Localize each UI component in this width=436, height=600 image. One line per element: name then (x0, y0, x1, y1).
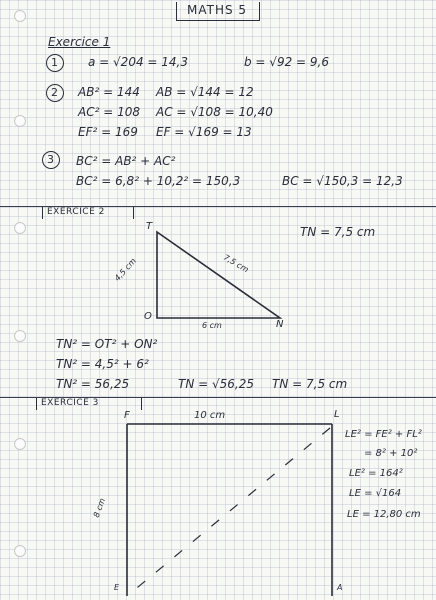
triangle-vertex-t: T (146, 221, 153, 232)
question2-marker: 2 (46, 84, 64, 102)
question1-marker: 1 (46, 54, 64, 72)
rect-vertex-l: L (334, 409, 340, 420)
rect-vertex-e: E (114, 583, 120, 592)
q2-line-ef-square: EF² = 169 (78, 125, 138, 139)
q1-answer-a: a = √204 = 14,3 (88, 55, 188, 69)
rect-vertex-a: A (337, 583, 343, 592)
rect-side-fl-label: 10 cm (194, 410, 226, 421)
exercice2-title: EXERCICE 2 (47, 207, 105, 217)
exercice3-line2: = 8² + 10² (364, 448, 418, 459)
rect-side-fe-label: 8 cm (91, 496, 108, 519)
exercice3-line1: LE² = FE² + FL² (345, 429, 422, 440)
exercice2-line3: TN² = 56,25 (56, 377, 130, 391)
rect-diagonal-le (132, 428, 330, 592)
q2-line-ab-square: AB² = 144 (78, 85, 140, 99)
exercice2-line3-result: TN = 7,5 cm (272, 377, 348, 391)
q2-line-ab-root: AB = √144 = 12 (156, 85, 254, 99)
exercice3-line4: LE = √164 (349, 488, 402, 499)
exercice1-title: Exercice 1 (48, 35, 111, 49)
exercice2-line2: TN² = 4,5² + 6² (56, 357, 149, 371)
question3-marker: 3 (42, 151, 60, 169)
exercice2-answer-right: TN = 7,5 cm (300, 225, 376, 239)
triangle-vertex-n: N (276, 319, 284, 330)
q2-line-ac-square: AC² = 108 (78, 105, 140, 119)
triangle-vertex-o: O (144, 311, 152, 322)
q3-line1: BC² = AB² + AC² (76, 154, 176, 168)
triangle-side-tn-label: 7,5 cm (221, 252, 251, 275)
rect-vertex-f: F (124, 410, 130, 421)
q3-result: BC = √150,3 = 12,3 (282, 174, 403, 188)
exercice3-line3: LE² = 164² (349, 468, 403, 479)
q1-answer-b: b = √92 = 9,6 (244, 55, 329, 69)
triangle-side-to-label: 4,5 cm (112, 256, 138, 283)
q2-line-ef-root: EF = √169 = 13 (156, 125, 252, 139)
q2-line-ac-root: AC = √108 = 10,40 (156, 105, 273, 119)
triangle-side-on-label: 6 cm (202, 321, 222, 330)
exercice3-line5: LE = 12,80 cm (347, 509, 421, 520)
exercice2-line3-root: TN = √56,25 (178, 377, 254, 391)
exercice3-title: EXERCICE 3 (41, 398, 99, 408)
q3-line2: BC² = 6,8² + 10,2² = 150,3 (76, 174, 241, 188)
page-title: MATHS 5 (187, 3, 248, 17)
exercice2-line1: TN² = OT² + ON² (56, 337, 158, 351)
